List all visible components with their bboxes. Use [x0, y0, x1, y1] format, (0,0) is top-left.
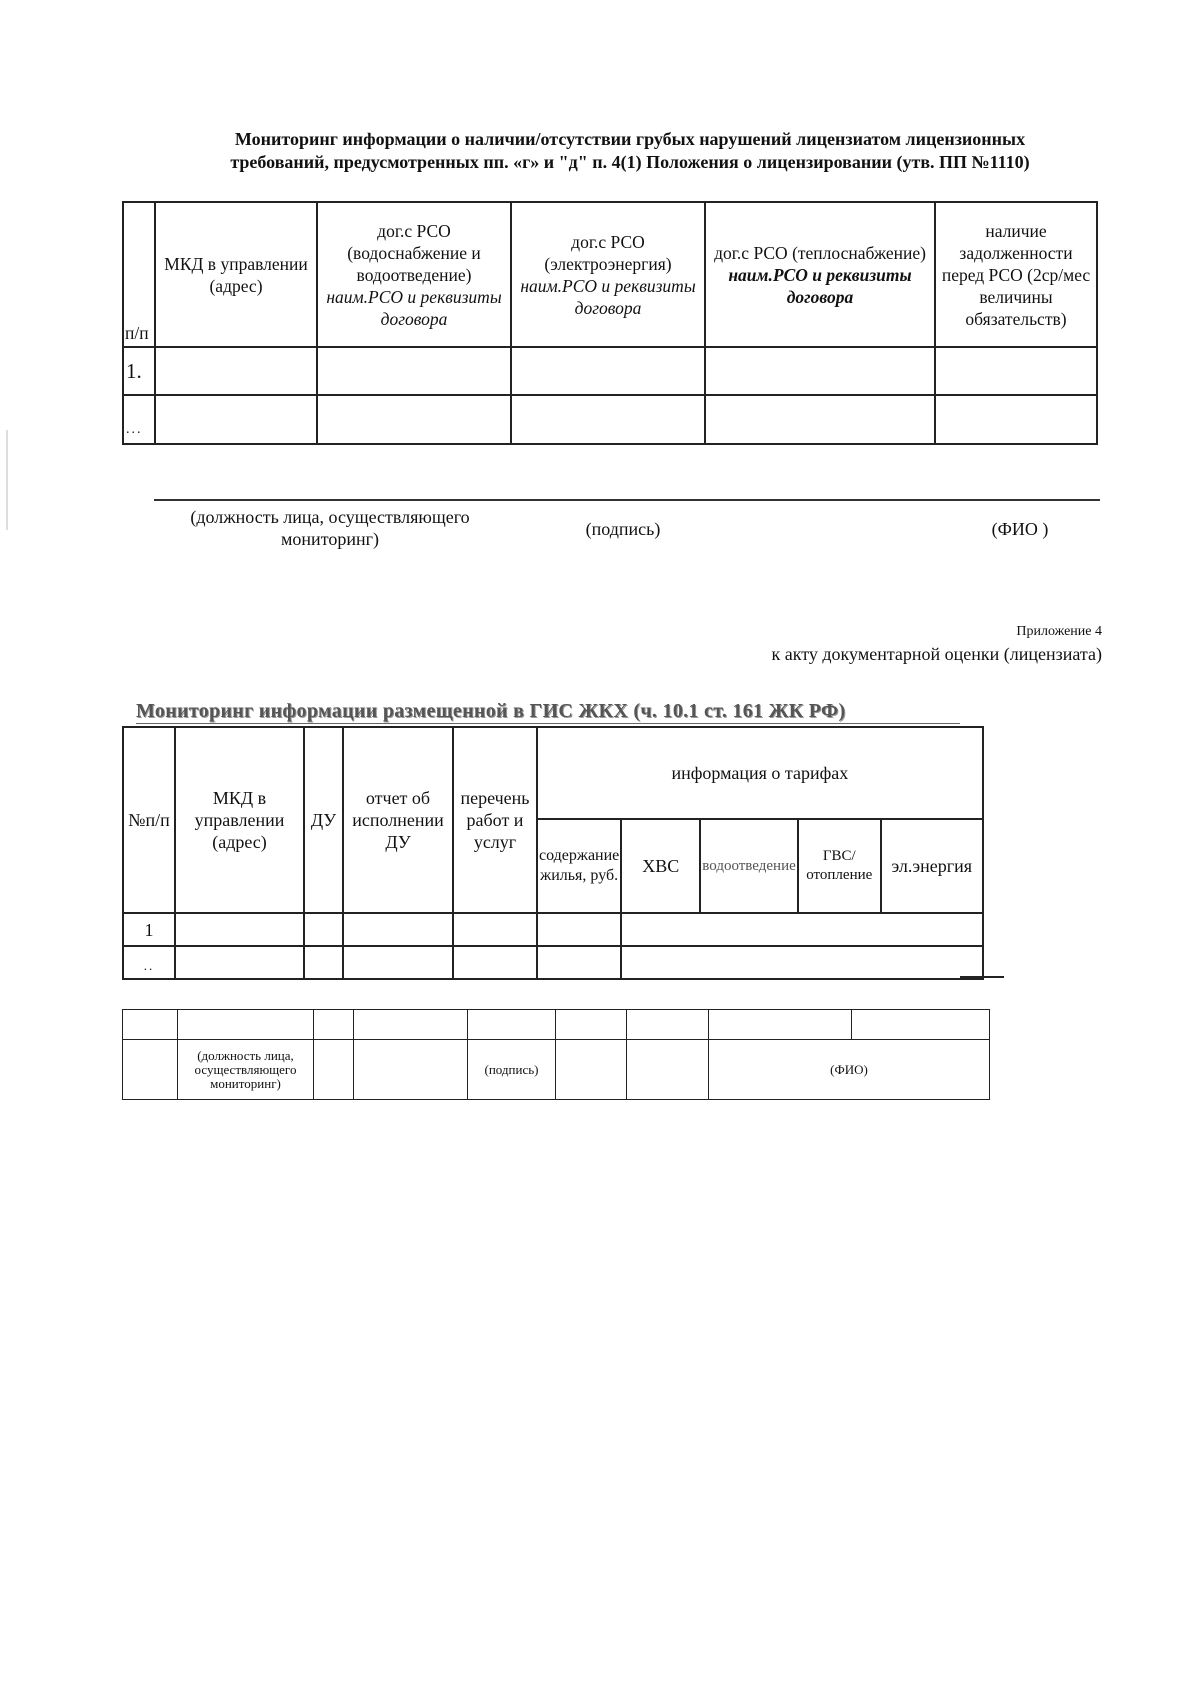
doc1-title	[150, 128, 1110, 174]
col-header-water	[317, 202, 511, 347]
table-header-row	[123, 727, 983, 819]
table-cell	[155, 395, 317, 444]
col-header-debt: наличие задолженности перед РСО (2ср/мес величины обязательств)	[935, 202, 1097, 347]
table-cell	[314, 1010, 354, 1040]
table-cell	[175, 946, 304, 979]
table-cell	[627, 1040, 709, 1100]
table-row	[123, 946, 983, 979]
table-cell	[343, 946, 453, 979]
col-header-heat-main: дог.с РСО (теплоснабжение)	[714, 242, 926, 263]
col-header-mkd: МКД в управлении (адрес)	[155, 202, 317, 347]
table-cell	[537, 946, 621, 979]
table-cell	[709, 1010, 852, 1040]
table-cell	[621, 946, 983, 979]
table-cell	[354, 1010, 468, 1040]
row-number: ...	[123, 395, 155, 444]
rso-contracts-table	[122, 201, 1098, 445]
table-cell	[935, 395, 1097, 444]
col-header-number: №п/п	[123, 727, 175, 913]
col-header-drainage: водоотведение	[700, 819, 798, 913]
signature-name-label: (ФИО )	[991, 519, 1049, 539]
doc2-title: Мониторинг информации размещенной в ГИС ЖКХ (ч. 10.1 ст. 161 ЖК РФ)	[136, 700, 846, 722]
table-cell	[511, 347, 705, 395]
table-cell	[317, 347, 511, 395]
col-header-electricity	[511, 202, 705, 347]
row-number: 1.	[123, 347, 155, 395]
signature-sign-label: (подпись)	[468, 1040, 556, 1100]
table-cell	[621, 913, 983, 946]
table-row	[123, 395, 1097, 444]
scan-artifact	[6, 430, 8, 530]
table-cell	[175, 913, 304, 946]
col-header-heat-note: наим.РСО и реквизиты договора	[728, 264, 912, 307]
table-cell	[155, 347, 317, 395]
doc1-title-line1: Мониторинг информации о наличии/отсутствии грубых нарушений лицензиатом лицензионных	[234, 129, 1026, 149]
signature-name-label: (ФИО)	[709, 1040, 990, 1100]
row-number: ..	[123, 946, 175, 979]
table-cell	[453, 913, 537, 946]
signature-sign-label: (подпись)	[585, 519, 661, 539]
table-cell	[556, 1010, 627, 1040]
col-header-electricity-main: дог.с РСО (электроэнергия)	[544, 231, 672, 274]
col-header-tariffs: информация о тарифах	[537, 727, 983, 819]
signature-table	[122, 1009, 990, 1100]
table-cell	[705, 347, 935, 395]
table-cell	[123, 1010, 178, 1040]
row-number: 1	[123, 913, 175, 946]
table-cell	[468, 1010, 556, 1040]
table-cell	[304, 946, 343, 979]
col-header-water-main: дог.с РСО (водоснабжение и водоотведение)	[347, 220, 481, 285]
appendix-title: Приложение 4	[1016, 624, 1102, 639]
signature-position-label: (должность лица, осуществляющего мониторинг)	[190, 507, 470, 549]
table-cell	[123, 1040, 178, 1100]
table-row	[123, 913, 983, 946]
col-header-number: п/п	[123, 202, 155, 347]
col-header-works-list: перечень работ и услуг	[453, 727, 537, 913]
table-cell	[178, 1010, 314, 1040]
table-cell	[453, 946, 537, 979]
appendix-subtitle: к акту документарной оценки (лицензиата)	[771, 644, 1102, 664]
table-cell	[627, 1010, 709, 1040]
table-cell	[314, 1040, 354, 1100]
table-cell	[343, 913, 453, 946]
signature-table-row	[123, 1010, 990, 1040]
col-header-report: отчет об исполнении ДУ	[343, 727, 453, 913]
table-cell	[705, 395, 935, 444]
signature-position-label: (должность лица, осуществляющего мониторинг)	[178, 1040, 314, 1100]
col-header-cold-water: ХВС	[621, 819, 700, 913]
col-header-water-note: наим.РСО и реквизиты договора	[326, 286, 502, 329]
table-cell	[852, 1010, 990, 1040]
col-header-housing-maintenance: содержание жилья, руб.	[537, 819, 621, 913]
table-cell	[304, 913, 343, 946]
table-cell	[317, 395, 511, 444]
col-header-electricity: эл.энергия	[881, 819, 983, 913]
signature-table-row	[123, 1040, 990, 1100]
table-cell	[935, 347, 1097, 395]
col-header-mkd: МКД в управлении (адрес)	[175, 727, 304, 913]
col-header-heat	[705, 202, 935, 347]
gis-housing-table	[122, 726, 984, 980]
table-cell	[511, 395, 705, 444]
doc1-title-line2: требований, предусмотренных пп. «г» и "д" п. 4(1) Положения о лицензировании (утв. ПП №1110)	[230, 152, 1030, 172]
table-rule-extension	[960, 976, 1004, 978]
table-header-row	[123, 202, 1097, 347]
table-row	[123, 347, 1097, 395]
table-cell	[537, 913, 621, 946]
table-cell	[556, 1040, 627, 1100]
col-header-hot-water-heating: ГВС/отопление	[798, 819, 881, 913]
signature-line	[154, 499, 1100, 501]
col-header-electricity-note: наим.РСО и реквизиты договора	[520, 275, 696, 318]
title-underline	[136, 723, 960, 724]
col-header-du: ДУ	[304, 727, 343, 913]
table-cell	[354, 1040, 468, 1100]
